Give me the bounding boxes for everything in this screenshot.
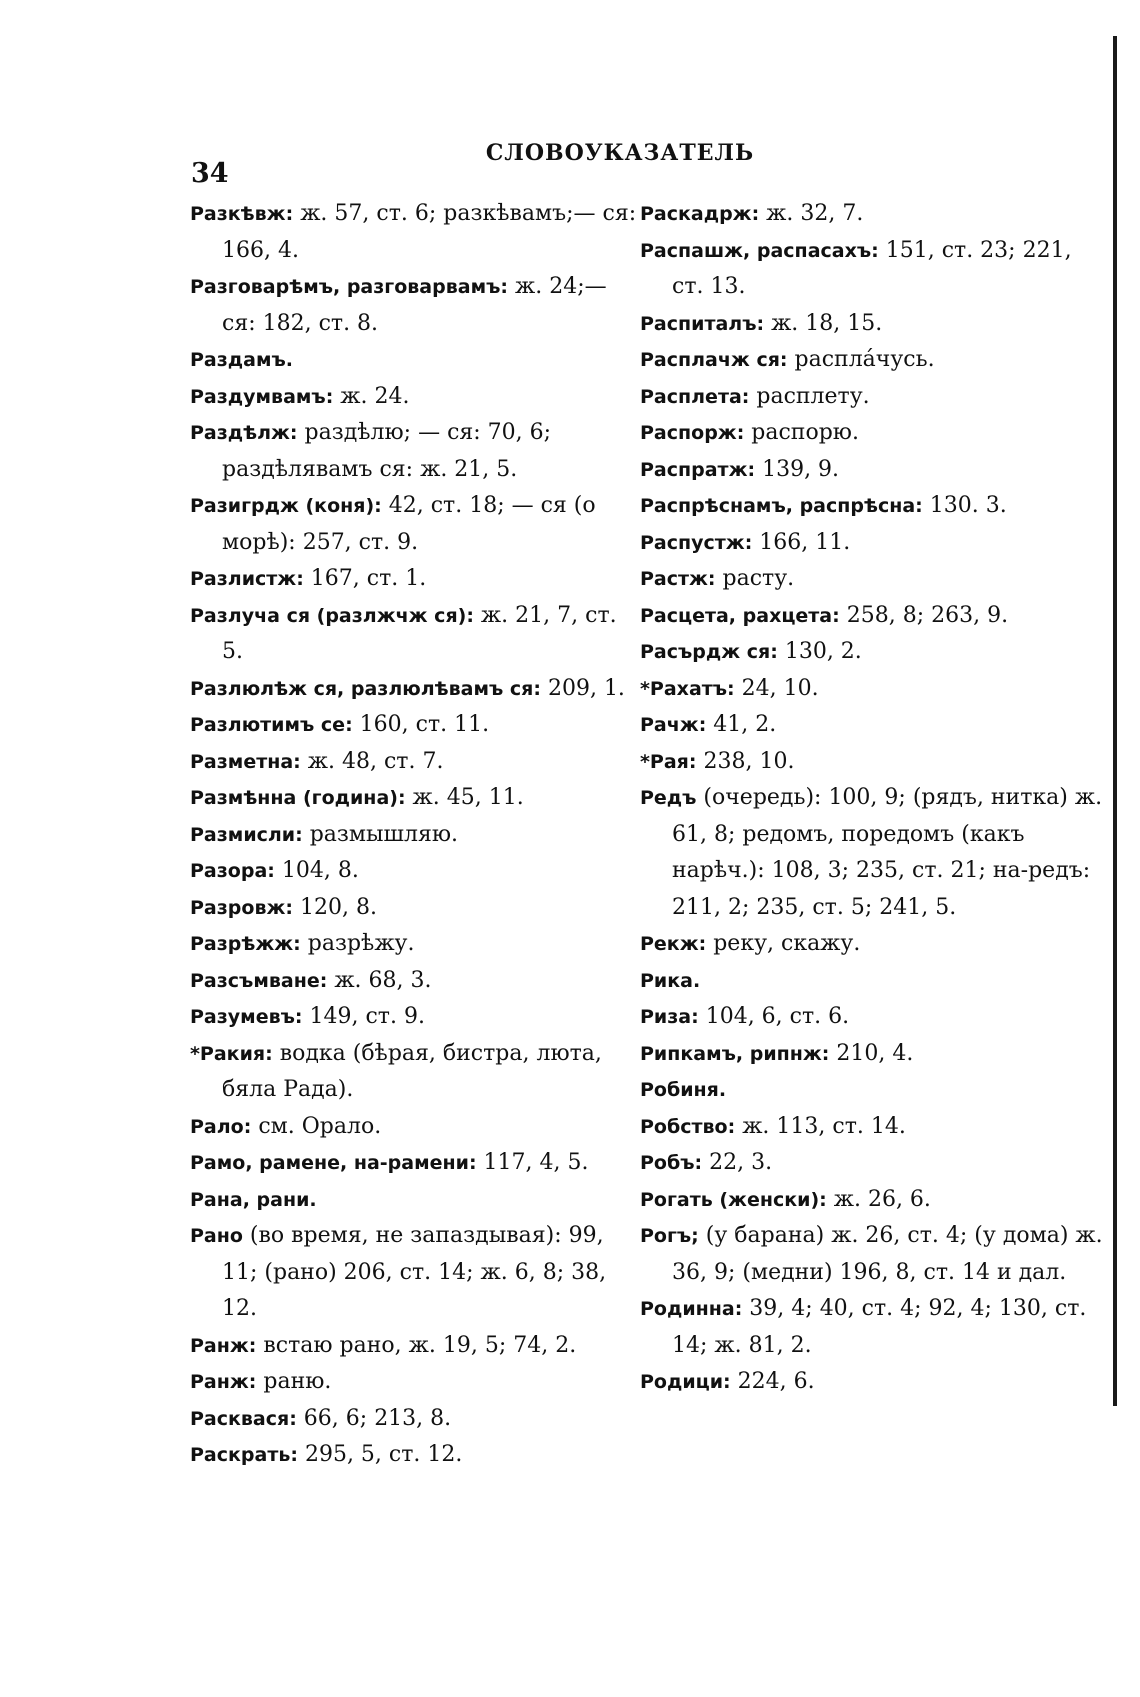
entry-text: 149, ст. 9. <box>302 1004 425 1029</box>
entry-headword: Расплета: <box>640 385 750 408</box>
entry-text: 66, 6; 213, 8. <box>296 1405 452 1431</box>
entry-headword: Распустж: <box>640 531 753 554</box>
index-entry <box>190 269 640 342</box>
entry-headword: Распашж, распасахъ: <box>640 239 879 262</box>
entry-headword: Разлистж: <box>190 568 304 590</box>
entry-text: 130. 3. <box>922 493 1007 518</box>
index-entry <box>640 1072 1110 1109</box>
entry-headword: Родинна: <box>640 1298 743 1320</box>
index-entry <box>190 561 640 598</box>
index-entry <box>640 1036 1110 1073</box>
entry-text: см. Орало. <box>251 1113 382 1139</box>
index-entry <box>190 1109 640 1146</box>
index-entry <box>640 561 1110 598</box>
index-entry <box>190 598 640 671</box>
entry-headword: Распратж: <box>640 458 756 481</box>
entry-text: 238, 10. <box>696 748 795 774</box>
index-entry <box>640 196 1110 233</box>
index-entry <box>640 1291 1110 1364</box>
entry-headword: Рало: <box>190 1115 252 1138</box>
entry-text: встаю рано, ж. 19, 5; 74, 2. <box>256 1332 577 1358</box>
entry-headword: Распорж: <box>640 422 745 444</box>
index-entry <box>640 598 1110 635</box>
entry-headword: Разлуча ся (разлжчж ся): <box>190 604 474 627</box>
entry-headword: Раздумвамъ: <box>190 385 334 408</box>
entry-text: ж. 45, 11. <box>405 785 524 810</box>
index-entry <box>640 1218 1110 1291</box>
index-entry <box>640 415 1110 452</box>
index-entry <box>640 525 1110 562</box>
entry-text: реку, скажу. <box>706 931 861 956</box>
index-entry <box>640 306 1110 343</box>
entry-text: ж. 18, 15. <box>764 310 883 336</box>
index-entry <box>640 1109 1110 1146</box>
index-entry <box>190 853 640 890</box>
index-entry <box>190 744 640 781</box>
entry-text: 41, 2. <box>706 712 777 737</box>
entry-headword: Разкѣвж: <box>190 203 294 225</box>
entry-headword: Расквася: <box>190 1407 297 1430</box>
index-entry <box>640 707 1110 744</box>
index-entry <box>640 1145 1110 1182</box>
entry-headword: Разлютимъ се: <box>190 714 353 736</box>
index-entry <box>640 634 1110 671</box>
entry-text: 210, 4. <box>829 1040 914 1066</box>
index-entry <box>190 342 640 379</box>
index-entry <box>640 963 1110 1000</box>
index-entry <box>640 379 1110 416</box>
entry-text: 22, 3. <box>702 1150 773 1175</box>
entry-text: распорю. <box>744 420 859 445</box>
entry-text: (во время, не запаздывая): 99, 11; (рано) 206, ст. 14; ж. 6, 8; 38, 12. <box>222 1223 607 1321</box>
page-number: 34 <box>191 158 229 189</box>
entry-headword: Разговарѣмъ, разговарвамъ: <box>190 276 508 298</box>
index-entry <box>190 780 640 817</box>
entry-text: 167, ст. 1. <box>303 566 427 591</box>
index-entry <box>190 1182 640 1219</box>
entry-text: ж. 113, ст. 14. <box>735 1113 906 1139</box>
entry-text: (у барана) ж. 26, ст. 4; (у дома) ж. 36, 9; (медни) 196, 8, ст. 14 и дал. <box>672 1223 1103 1285</box>
index-entry <box>190 1401 640 1438</box>
index-entry <box>190 415 640 488</box>
index-entry <box>190 671 640 708</box>
entry-text: 139, 9. <box>755 456 840 482</box>
index-entry <box>640 488 1110 525</box>
entry-text: 166, 11. <box>752 529 851 555</box>
entry-headword: *Ракия: <box>190 1042 273 1065</box>
entry-headword: Риза: <box>640 1006 699 1028</box>
entry-headword: Разумевъ: <box>190 1006 303 1028</box>
entry-headword: Раздамъ. <box>190 349 293 371</box>
index-entry <box>190 963 640 1000</box>
index-entry <box>640 452 1110 489</box>
entry-headword: *Рахатъ: <box>640 677 735 700</box>
index-entry <box>190 1364 640 1401</box>
index-entry <box>190 817 640 854</box>
index-entry <box>190 707 640 744</box>
entry-headword: Расплачж ся: <box>640 349 788 371</box>
entry-text: 130, 2. <box>777 639 862 664</box>
entry-headword: Рана, рани. <box>190 1188 317 1211</box>
entry-headword: Робъ: <box>640 1152 703 1174</box>
index-entry <box>640 926 1110 963</box>
entry-text: ж. 32, 7. <box>759 201 864 226</box>
entry-headword: Разигрдж (коня): <box>190 495 382 517</box>
entry-headword: Рогъ; <box>640 1225 699 1247</box>
index-entry <box>190 890 640 927</box>
entry-headword: Редъ <box>640 787 697 809</box>
index-entry <box>190 926 640 963</box>
entry-text: 117, 4, 5. <box>476 1150 589 1175</box>
entry-headword: Робиня. <box>640 1079 727 1101</box>
entry-text: расту. <box>715 566 795 591</box>
entry-headword: Ранж: <box>190 1371 257 1393</box>
index-entry <box>190 999 640 1036</box>
entry-headword: Рогать (женски): <box>640 1188 827 1211</box>
entry-text: ж. 57, ст. 6; разкѣвамъ;— ся: 166, 4. <box>222 201 637 263</box>
entry-text: (очередь): 100, 9; (рядъ, нитка) ж. 61, 8; редомъ, поредомъ (какъ нарѣч.): 108, 3; 235, ст. 21; на-редъ: 211, 2; 235, ст. 5; 241, 5. <box>672 785 1103 920</box>
entry-headword: Раздѣлж: <box>190 422 298 444</box>
entry-headword: Рано <box>190 1225 243 1247</box>
entry-text: 104, 6, ст. 6. <box>698 1004 850 1029</box>
entry-headword: Родици: <box>640 1371 731 1393</box>
entry-headword: Размѣнна (година): <box>190 787 406 809</box>
index-entry <box>640 999 1110 1036</box>
index-entry <box>640 780 1110 926</box>
index-entry <box>190 488 640 561</box>
margin-rule <box>1113 36 1117 1406</box>
entry-headword: Растж: <box>640 568 716 590</box>
index-entry <box>640 1364 1110 1401</box>
entry-headword: Разора: <box>190 860 275 882</box>
entry-text: 295, 5, ст. 12. <box>297 1442 463 1467</box>
entry-headword: Расцета, рахцета: <box>640 604 840 627</box>
entry-text: ж. 48, ст. 7. <box>300 748 444 774</box>
entry-headword: Рачж: <box>640 714 707 736</box>
entry-text: ж. 21, 7, ст. 5. <box>222 602 617 664</box>
entry-text: расплáчусь. <box>787 347 935 372</box>
entry-headword: Распиталъ: <box>640 312 765 335</box>
entry-headword: Разровж: <box>190 896 293 919</box>
entry-text: расплету. <box>749 383 870 409</box>
entry-headword: Раскрать: <box>190 1444 298 1466</box>
index-entry <box>190 379 640 416</box>
running-head: СЛОВОУКАЗАТЕЛЬ <box>485 140 755 166</box>
entry-text: 104, 8. <box>274 858 359 883</box>
entry-text: водка (бѣрая, бистра, люта, бяла Рада). <box>222 1040 602 1102</box>
entry-headword: Разсъмване: <box>190 969 328 992</box>
entry-headword: Рамо, рамене, на-рамени: <box>190 1152 477 1174</box>
entry-headword: Распрѣснамъ, распрѣсна: <box>640 495 923 517</box>
entry-text: раздѣлю; — ся: 70, 6; раздѣлявамъ ся: ж. 21, 5. <box>222 420 552 482</box>
entry-headword: Размисли: <box>190 823 303 846</box>
index-entry <box>190 1145 640 1182</box>
entry-headword: Раскадрж: <box>640 203 760 225</box>
entry-headword: Рипкамъ, рипнж: <box>640 1042 830 1065</box>
entry-text: ж. 68, 3. <box>327 967 432 993</box>
left-column <box>190 196 640 1474</box>
entry-headword: Рекж: <box>640 933 707 955</box>
index-entry <box>640 342 1110 379</box>
entry-headword: Ранж: <box>190 1334 257 1357</box>
entry-headword: Разрѣжж: <box>190 933 301 955</box>
entry-headword: Разлюлѣж ся, разлюлѣвамъ ся: <box>190 677 541 700</box>
entry-text: 209, 1. <box>540 675 625 701</box>
index-entry <box>190 196 640 269</box>
entry-text: раню. <box>256 1369 332 1394</box>
entry-text: размышляю. <box>302 821 459 847</box>
index-entry <box>640 744 1110 781</box>
entry-text: 39, 4; 40, ст. 4; 92, 4; 130, ст. 14; ж. 81, 2. <box>672 1296 1087 1358</box>
index-entry <box>640 233 1110 306</box>
index-entry <box>190 1437 640 1474</box>
entry-text: 224, 6. <box>730 1369 815 1394</box>
entry-text: ж. 24;— ся: 182, ст. 8. <box>222 274 607 336</box>
entry-headword: Рика. <box>640 969 701 992</box>
right-column <box>640 196 1110 1401</box>
entry-text: 120, 8. <box>292 894 377 920</box>
index-entry <box>190 1036 640 1109</box>
entry-headword: Робство: <box>640 1115 736 1138</box>
entry-text: 42, ст. 18; — ся (о морѣ): 257, ст. 9. <box>222 493 596 555</box>
entry-headword: Расърдж ся: <box>640 641 778 663</box>
index-entry <box>190 1328 640 1365</box>
entry-headword: *Рая: <box>640 750 697 773</box>
entry-text: разрѣжу. <box>300 931 415 956</box>
entry-text: ж. 26, 6. <box>826 1186 931 1212</box>
index-entry <box>190 1218 640 1328</box>
entry-text: 151, ст. 23; 221, ст. 13. <box>672 237 1072 299</box>
entry-text: ж. 24. <box>333 383 410 409</box>
entry-text: 160, ст. 11. <box>352 712 490 737</box>
entry-text: 24, 10. <box>734 675 819 701</box>
entry-text: 258, 8; 263, 9. <box>839 602 1009 628</box>
index-entry <box>640 671 1110 708</box>
index-entry <box>640 1182 1110 1219</box>
entry-headword: Разметна: <box>190 750 301 773</box>
